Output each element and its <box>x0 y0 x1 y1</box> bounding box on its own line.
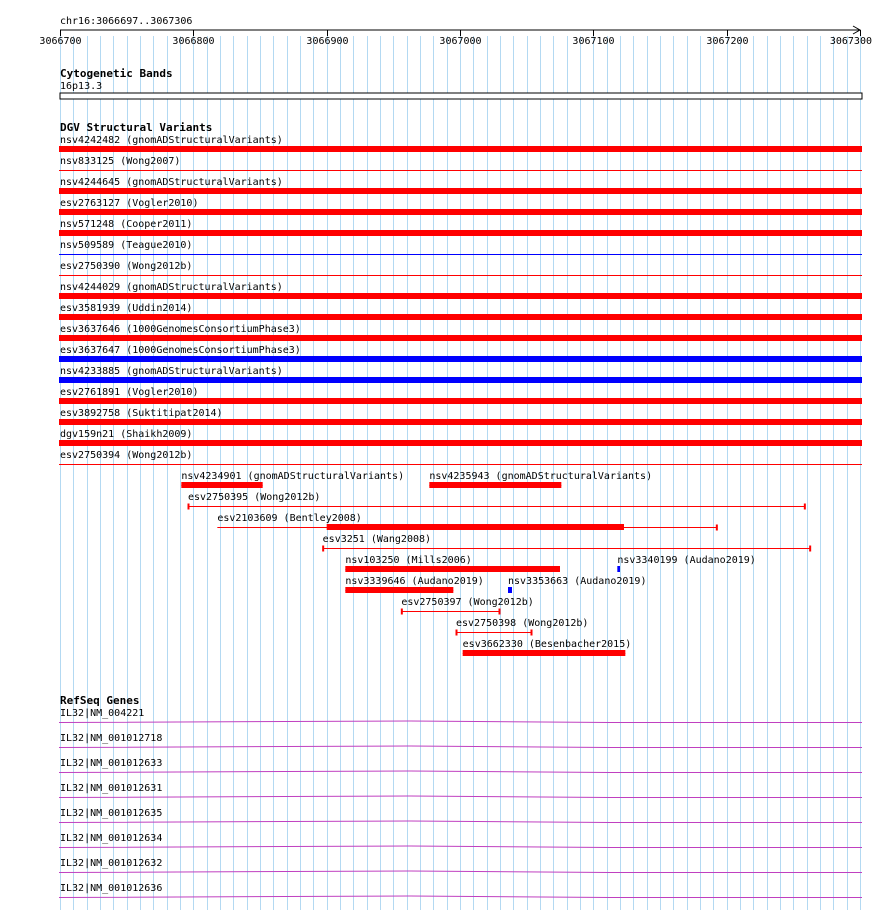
dgv-variant-label: esv2750390 (Wong2012b) <box>60 261 193 272</box>
dgv-variant-label: nsv103250 (Mills2006) <box>345 555 472 566</box>
refseq-gene-label: IL32|NM_001012631 <box>60 783 163 794</box>
dgv-variant[interactable] <box>323 534 811 552</box>
dgv-partial-variants <box>181 471 810 656</box>
cytoband-label: 16p13.3 <box>60 81 103 92</box>
dgv-variant-label: dgv159n21 (Shaikh2009) <box>60 429 193 440</box>
dgv-variant-bar <box>59 335 862 341</box>
cytoband-track-title: Cytogenetic Bands <box>60 67 173 80</box>
dgv-variant-bar <box>59 188 862 194</box>
dgv-variant[interactable] <box>181 471 404 488</box>
dgv-variant[interactable] <box>217 513 717 531</box>
dgv-variant[interactable] <box>508 576 646 593</box>
dgv-variant-label: esv3637647 (1000GenomesConsortiumPhase3) <box>60 345 301 356</box>
dgv-variant-label: nsv3353663 (Audano2019) <box>508 576 647 587</box>
dgv-variant-label: nsv3339646 (Audano2019) <box>345 576 484 587</box>
dgv-variant-label: esv2103609 (Bentley2008) <box>217 513 362 524</box>
dgv-variant-bar <box>59 398 862 404</box>
refseq-gene-label: IL32|NM_001012634 <box>60 833 163 844</box>
dgv-variant-label: nsv833125 (Wong2007) <box>60 156 181 167</box>
dgv-variant-label: esv3581939 (Uddin2014) <box>60 303 193 314</box>
dgv-variant-label: nsv3340199 (Audano2019) <box>617 555 756 566</box>
dgv-variant-label: esv2763127 (Vogler2010) <box>60 198 199 209</box>
dgv-variant-bar <box>463 650 626 656</box>
ruler-tick-label: 3066900 <box>306 36 349 47</box>
dgv-track-title: DGV Structural Variants <box>60 121 213 134</box>
dgv-variant-label: nsv509589 (Teague2010) <box>60 240 193 251</box>
region-label: chr16:3066697..3067306 <box>60 16 193 27</box>
ruler-ticks <box>39 30 872 47</box>
dgv-variant[interactable] <box>456 618 588 636</box>
dgv-variant-label: esv3662330 (Besenbacher2015) <box>462 639 632 650</box>
refseq-gene-label: IL32|NM_001012635 <box>60 808 163 819</box>
dgv-variant-label: nsv571248 (Cooper2011) <box>60 219 193 230</box>
refseq-gene-label: IL32|NM_001012636 <box>60 883 163 894</box>
dgv-variant-bar <box>59 146 862 152</box>
dgv-variant-label: esv3251 (Wang2008) <box>322 534 432 545</box>
dgv-variant-label: nsv4233885 (gnomADStructuralVariants) <box>60 366 283 377</box>
refseq-track-title: RefSeq Genes <box>60 694 140 707</box>
refseq-gene-label: IL32|NM_001012633 <box>60 758 163 769</box>
dgv-variant-label: nsv4234901 (gnomADStructuralVariants) <box>181 471 405 482</box>
ruler-tick-label: 3067300 <box>829 36 872 47</box>
dgv-variant-bar <box>59 293 862 299</box>
dgv-variant-bar <box>327 524 624 530</box>
dgv-variant-label: esv2750397 (Wong2012b) <box>401 597 534 608</box>
dgv-variant-label: esv2750394 (Wong2012b) <box>60 450 193 461</box>
dgv-variant-label: esv2750395 (Wong2012b) <box>188 492 321 503</box>
refseq-gene-label: IL32|NM_001012718 <box>60 733 163 744</box>
cytoband-band[interactable] <box>60 93 862 99</box>
dgv-variant-label: esv2750398 (Wong2012b) <box>456 618 589 629</box>
dgv-variant-label: nsv4244029 (gnomADStructuralVariants) <box>60 282 283 293</box>
dgv-variant-bar <box>59 377 862 383</box>
dgv-variant-bar <box>429 482 561 488</box>
coordinate-ruler <box>39 16 872 47</box>
dgv-variant[interactable] <box>188 492 805 510</box>
ruler-tick-label: 3066700 <box>39 36 82 47</box>
dgv-variant-label: nsv4235943 (gnomADStructuralVariants) <box>429 471 653 482</box>
dgv-variant-label: nsv4242482 (gnomADStructuralVariants) <box>60 135 283 146</box>
dgv-variant-bar <box>345 566 560 572</box>
dgv-variant-bar <box>345 587 453 593</box>
dgv-variant[interactable] <box>617 555 755 572</box>
dgv-variant-bar <box>508 587 512 593</box>
refseq-gene-label: IL32|NM_004221 <box>60 708 145 719</box>
dgv-variant-label: esv2761891 (Vogler2010) <box>60 387 199 398</box>
dgv-variant[interactable] <box>463 639 632 656</box>
dgv-variant-label: esv3637646 (1000GenomesConsortiumPhase3) <box>60 324 301 335</box>
dgv-variant[interactable] <box>429 471 652 488</box>
ruler-tick-label: 3067000 <box>439 36 482 47</box>
dgv-variant-label: nsv4244645 (gnomADStructuralVariants) <box>60 177 283 188</box>
dgv-variant-bar <box>59 419 862 425</box>
dgv-variant-bar <box>59 356 862 362</box>
dgv-variant[interactable] <box>345 576 483 593</box>
dgv-variant-bar <box>59 440 862 446</box>
dgv-variant-bar <box>59 230 862 236</box>
dgv-variant-bar <box>617 566 620 572</box>
dgv-variant-label: esv3892758 (Suktitipat2014) <box>60 408 223 419</box>
dgv-variant-bar <box>59 209 862 215</box>
dgv-variant-bar <box>59 314 862 320</box>
dgv-variant-bar <box>181 482 262 488</box>
ruler-tick-label: 3067200 <box>706 36 749 47</box>
ruler-tick-label: 3066800 <box>172 36 215 47</box>
ruler-tick-label: 3067100 <box>572 36 615 47</box>
refseq-gene-label: IL32|NM_001012632 <box>60 858 163 869</box>
